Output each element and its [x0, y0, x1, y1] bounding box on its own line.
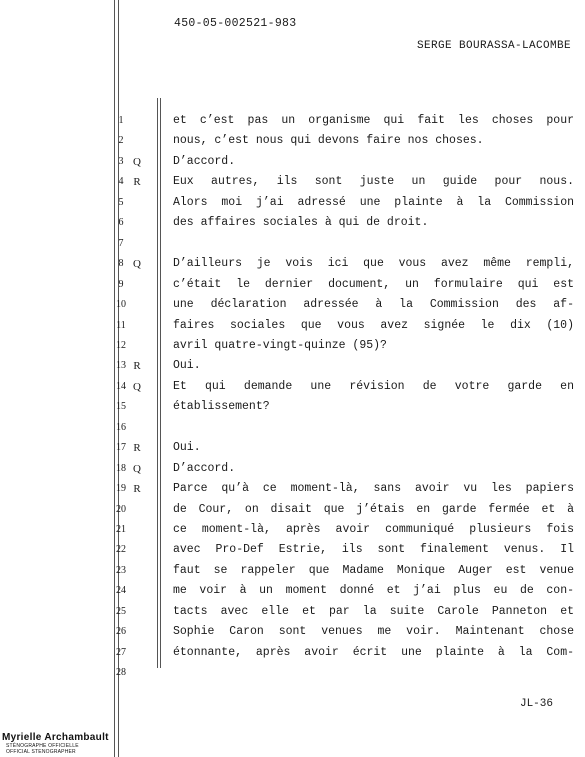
line-number: 24: [116, 585, 126, 597]
line-number: 1: [118, 115, 124, 126]
line-number: 26: [116, 626, 126, 638]
transcript-line: faut se rappeler que Madame Monique Auger est venue: [173, 563, 574, 577]
transcript-line: de Cour, on disait que j’étais en garde fermée et à: [173, 502, 574, 516]
line-number: 28: [116, 667, 126, 679]
transcript-line: et c’est pas un organisme qui fait les choses pour: [173, 114, 574, 127]
transcript-line: des affaires sociales à qui de droit.: [173, 216, 429, 230]
line-number: 15: [116, 401, 126, 413]
speaker-marker: Q: [133, 462, 141, 475]
line-number: 18: [116, 462, 126, 474]
transcript-line: Parce qu’à ce moment-là, sans avoir vu les papiers: [173, 482, 574, 496]
transcript-line: Alors moi j’ai adressé une plainte à la Commission: [173, 195, 574, 209]
speaker-marker: R: [133, 176, 141, 189]
transcript-line: avec Pro-Def Estrie, ils sont finalement venus. Il: [173, 543, 574, 557]
transcript-line: Sophie Caron sont venues me voir. Maintenant chose: [173, 625, 574, 639]
speaker-marker: R: [133, 442, 141, 455]
line-number: 10: [116, 299, 126, 311]
transcript-line: D’ailleurs je vois ici que vous avez même rempli,: [173, 257, 574, 271]
transcript-line: Eux autres, ils sont juste un guide pour nous.: [173, 175, 574, 189]
page-identifier: JL-36: [519, 698, 553, 710]
transcript-line: c’était le dernier document, un formulaire qui est: [173, 277, 574, 291]
line-number: 20: [116, 503, 126, 515]
line-number: 19: [116, 483, 126, 495]
line-number: 2: [118, 135, 124, 147]
speaker-marker: Q: [133, 155, 141, 168]
transcript-line: étonnante, après avoir écrit une plainte à la Com-: [173, 645, 574, 659]
line-number: 16: [116, 421, 126, 433]
document-number: 450-05-002521-983: [174, 17, 297, 30]
line-number: 6: [118, 217, 124, 229]
line-number: 3: [118, 155, 124, 167]
line-number: 22: [116, 544, 126, 556]
transcript-line: ce moment-là, après avoir communiqué plusieurs fois: [173, 523, 574, 536]
transcript-line: établissement?: [173, 400, 270, 414]
transcript-line: avril quatre-vingt-quinze (95)?: [173, 338, 387, 352]
transcript-line: tacts avec elle et par la suite Carole Panneton et: [173, 604, 574, 618]
line-number: 4: [118, 176, 124, 188]
speaker-marker: Q: [133, 258, 141, 271]
line-number: 11: [116, 319, 126, 331]
transcript-line: me voir à un moment donné et j’ai plus eu de con-: [173, 584, 574, 598]
transcript-line: une déclaration adressée à la Commission des af-: [173, 298, 574, 312]
line-number: 25: [116, 605, 126, 617]
line-number: 14: [116, 380, 126, 392]
stenographer-stamp: [2, 732, 109, 755]
stenographer-name: Myrielle Archambault: [2, 732, 109, 743]
stamp-title-fr: STÉNOGRAPHE OFFICIELLE: [6, 743, 79, 749]
witness-name: SERGE BOURASSA-LACOMBE: [416, 40, 571, 52]
line-number: 13: [116, 360, 126, 372]
transcript-line: Oui.: [173, 359, 201, 373]
transcript-line: Et qui demande une révision de votre garde en: [173, 379, 574, 393]
transcript-line: D’accord.: [173, 154, 236, 168]
line-number: 27: [116, 646, 126, 658]
line-number: 9: [118, 278, 124, 290]
line-number: 7: [118, 237, 124, 249]
speaker-marker: R: [133, 360, 141, 373]
speaker-marker: Q: [133, 380, 141, 393]
line-number: 21: [116, 524, 126, 535]
transcript-line: faires sociales que vous avez signée le dix (10): [173, 318, 574, 332]
line-number: 17: [116, 442, 126, 454]
line-number: 12: [116, 339, 126, 351]
transcript-line: D’accord.: [173, 461, 236, 475]
stamp-title-en: OFFICIAL STENOGRAPHER: [6, 749, 76, 755]
line-number: 8: [118, 258, 124, 270]
transcript-line: Oui.: [173, 441, 201, 455]
line-number: 23: [116, 564, 126, 576]
speaker-marker: R: [133, 483, 141, 496]
transcript-line: nous, c’est nous qui devons faire nos choses.: [173, 134, 484, 148]
line-number: 5: [118, 196, 124, 208]
